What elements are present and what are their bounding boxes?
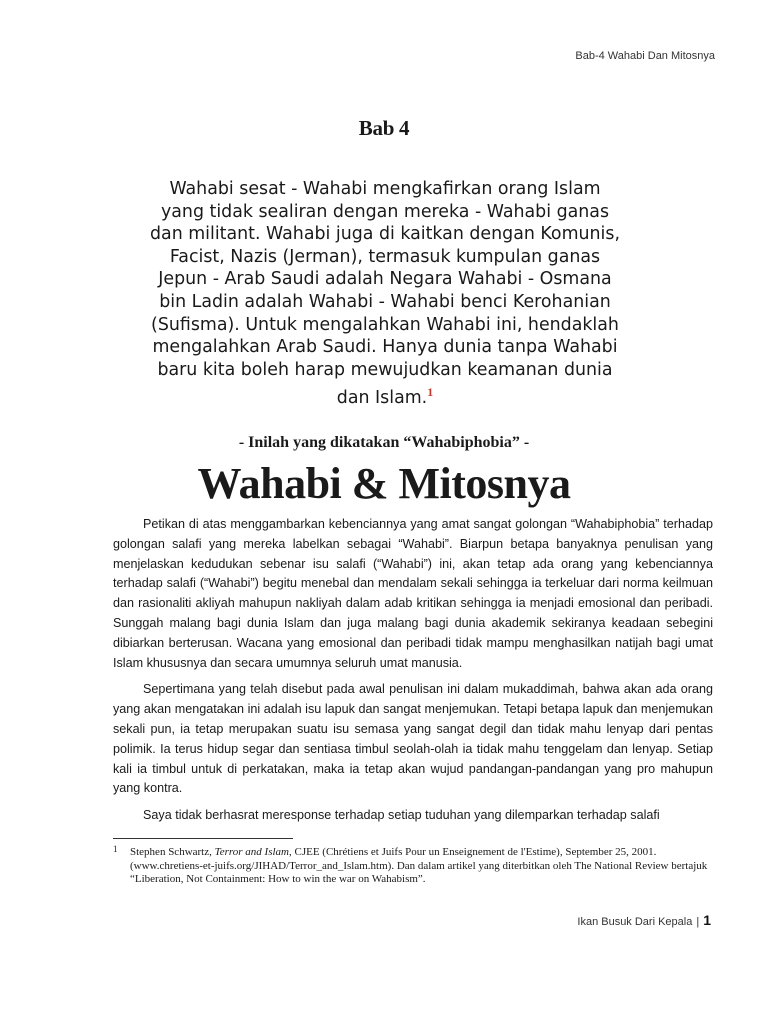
body-text [113,515,713,833]
footnote-number: 1 [113,844,118,854]
section-title: Wahabi & Mitosnya [197,459,571,508]
paragraph: Sepertimana yang telah disebut pada awal penulisan ini dalam mukaddimah, bahwa akan ada orang yang akan mengatakan ini adalah isu lapuk dan sangat menjemukan. Tetapi betapa lapuk dan menjemukan sekali pun, ia tetap merupakan suatu isu semasa yang sangat degil dan tidak mahu lenyap dari pentas polimik. Ia terus hidup segar dan sentiasa timbul seolah-olah ia tidak mahu tenggelam dan lenyap. Setiap kali ia timbul untuk di perkatakan, maka ia tetap akan wujud pandangan-pandangan yang pro mahupun yang kontra. [113,682,713,796]
epigraph-text: Wahabi sesat - Wahabi mengkafirkan orang Islam yang tidak sealiran dengan mereka - Wahabi ganas dan militant. Wahabi juga di kaitkan dengan Komunis, Facist, Nazis (Jerman), termasuk kumpulan ganas Jepun - Arab Saudi adalah Negara Wahabi - Osmana bin Ladin adalah Wahabi - Wahabi benci Kerohanian (Sufisma). Untuk mengalahkan Wahabi ini, hendaklah mengalahkan Arab Saudi. Hanya dunia tanpa Wahabi baru kita boleh harap mewujudkan keamanan dunia dan Islam. [150,179,620,409]
footnote-citation: , CJEE (Chrétiens et Juifs Pour un Enseignement de l'Estime), September 25, 2001. (www.chretiens-et-juifs.org/JIHAD/Terror_and_Islam.htm). Dan dalam artikel yang diterbitkan oleh The National Review bertajuk “Liberation, Not Containment: How to win the war on Wahabism”. [130,846,708,885]
footnote [113,846,713,887]
page-footer [577,912,711,928]
footer-separator: | [696,916,700,928]
footnote-author: Stephen Schwartz, [130,846,215,858]
page-number: 1 [703,912,711,928]
paragraph: Petikan di atas menggambarkan kebenciannya yang amat sangat golongan “Wahabiphobia” terhadap golongan salafi yang mereka labelkan sebagai “Wahabi”. Biarpun betapa banyaknya penulisan yang menjelaskan kedudukan sebenar isu salafi (“Wahabi”) ini, akan tetap ada orang yang kebenciannya terhadap salafi (“Wahabi”) begitu menebal dan mendalam sekali sehingga ia terkeluar dari norma keilmuan dan rasionaliti akliyah mahupun nakliyah dalam adab kritikan sehingga ia menjadi emosional dan peribadi. Sunggah malang bagi dunia Islam dan juga malang bagi dunia akademik sekiranya keadaan sebegini dibiarkan berterusan. Wacana yang emosional dan peribadi tidak mampu menghasilkan natijah bagi umat Islam khususnya dan secara umumnya seluruh umat manusia. [113,517,713,670]
paragraph: Saya tidak berhasrat meresponse terhadap setiap tuduhan yang dilemparkan terhadap salafi [143,808,660,823]
footnote-work-title: Terror and Islam [214,846,289,858]
footnote-ref[interactable]: 1 [427,385,434,400]
footnote-text [130,846,713,887]
epigraph-quote [150,178,620,410]
chapter-label: Bab 4 [358,116,410,140]
running-header: Bab-4 Wahabi Dan Mitosnya [575,50,715,62]
footnote-divider [113,838,293,839]
epigraph-attribution: - Inilah yang dikatakan “Wahabiphobia” - [238,434,530,451]
footer-book-title: Ikan Busuk Dari Kepala [577,916,693,928]
